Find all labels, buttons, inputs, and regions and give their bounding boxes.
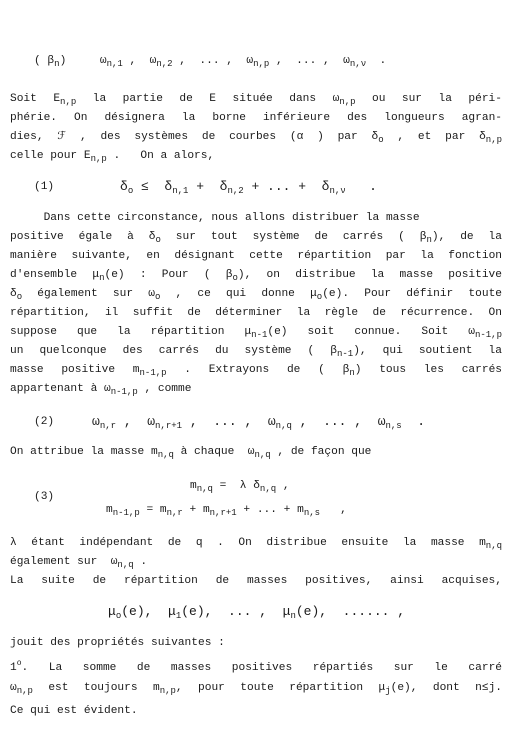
paragraph-line: λ étant indépendant de q . On distribue ensuite la masse $m_{n,q}$ [10,537,502,551]
paragraph-line: un quelconque des carrés du système ( $\beta_{n-1}$), qui soutient la [10,345,502,359]
sequence-beta-n: ( $\beta_n$) $\omega_{n,1}$ , $\omega_{n,2}$ , ... , $\omega_{n,p}$ , ... , $\omega_{n,\nu}$ . [34,55,387,69]
equation-4: $\mu_o(e)$, $\mu_1(e)$, ... , $\mu_n(e)$, ...... , [108,604,406,621]
equation-3b: $m_{n-1,p} = m_{n,r} + m_{n,r+1}$ + ... + $m_{n,s}$ , [106,504,347,518]
equation-label: (3) [34,491,55,503]
paragraph-line: également sur $\omega_{n,q}$ . [10,556,148,570]
equation-label: (2) [34,416,55,428]
paragraph-line: Dans cette circonstance, nous allons distribuer la masse [10,212,420,224]
paragraph-line: positive égale à $\delta_o$ sur tout système de carrés ( $\beta_n$), de la [10,231,502,245]
paragraph-line: jouit des propriétés suivantes : [10,637,225,649]
paragraph-line: celle pour $E_{n,p}$ . On a alors, [10,150,215,164]
equation-2: $\omega_{n,r}$ , $\omega_{n,r+1}$ , ... , $\omega_{n,q}$ , ... , $\omega_{n,s}$ . [92,414,426,431]
paragraph-line: manière suivante, en désignant cette répartition par la fonction [10,250,502,262]
paragraph-line: La suite de répartition de masses positives, ainsi acquises, [10,575,502,587]
paragraph-line: masse positive $m_{n-1,p}$ . Extrayons de ( $\beta_n$) tous les carrés [10,364,503,378]
paragraph-line: Soit $E_{n,p}$ la partie de E située dans $\omega_{n,p}$ ou sur la péri- [10,93,502,107]
paragraph-line: suppose que la répartition $\mu_{n-1}(e)$ soit connue. Soit $\omega_{n-1,p}$ [10,326,502,340]
paragraph-line: 1$^o$. La somme de masses positives répartiés sur le carré [10,659,502,674]
paragraph-line: dies, ℱ , des systèmes de courbes (α ) par $\delta_o$ , et par $\delta_{n,p}$ [10,131,502,145]
paragraph-line: Ce qui est évident. [10,705,138,717]
equation-label: (1) [34,181,55,193]
paragraph-line: On attribue la masse $m_{n,q}$ à chaque $\omega_{n,q}$ , de façon que [10,446,372,460]
equation-3a: $m_{n,q} = \lambda$ $\delta_{n,q}$ , [190,480,290,494]
paragraph-line: appartenant à $\omega_{n-1,p}$ , comme [10,383,192,397]
equation-1: $\delta_o \le \delta_{n,1} + \delta_{n,2}$ + ... + $\delta_{n,\nu}$ . [120,179,377,196]
paragraph-line: phérie. On désignera la borne inférieure des longueurs agran- [10,112,502,124]
paragraph-line: d'ensemble $\mu_n(e)$ : Pour ( $\beta_o$), on distribue la masse positive [10,269,502,283]
paragraph-line: répartition, il suffit de déterminer la règle de récurrence. On [10,307,502,319]
paragraph-line: $\omega_{n,p}$ est toujours $m_{n,p}$, pour toute répartition $\mu_j(e)$, dont n≤j. [10,682,502,696]
paragraph-line: $\delta_o$ également sur $\omega_o$ , ce qui donne $\mu_o(e)$. Pour définir toute [10,288,503,302]
